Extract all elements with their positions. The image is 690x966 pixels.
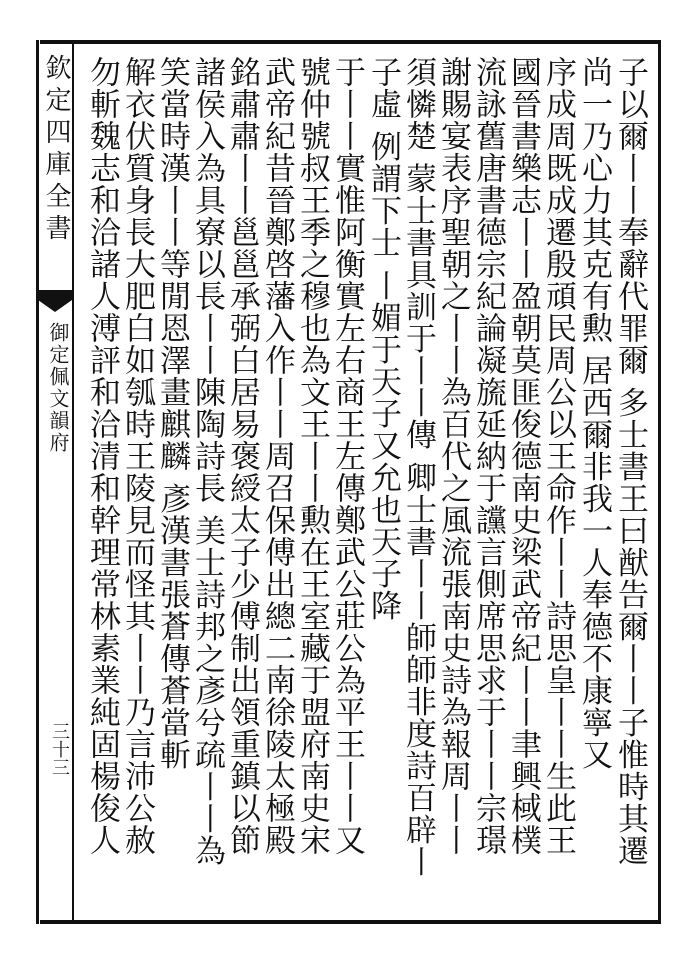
text-column: 笑當時漢丨丨等閒恩澤畫麒麟 彥漢書張蒼傳蒼當斬: [154, 56, 190, 771]
text-column: 銘肅肅丨丨邕邕承弼白居易褒綬太子少傅制出領重鎮以節: [224, 56, 260, 856]
margin-title: 欽定四庫全書: [41, 54, 71, 246]
border-left: [36, 40, 39, 924]
text-column: 子虛 例謂下士 丨媚于天子又允也天子降: [365, 56, 401, 622]
text-column: 勿斬魏志和洽諸人溥評和洽清和幹理常林素業純固楊俊人: [84, 56, 120, 856]
margin-subtitle: 御定佩文韻府: [46, 322, 70, 454]
text-column: 解衣伏質身長大肥白如瓠時王陵見而怪其丨丨乃言沛公赦: [119, 56, 155, 856]
text-column: 尚一乃心力其克有勲 居西爾非我一人奉德不康寧又: [576, 56, 612, 771]
text-column: 謝賜宴表序聖朝之丨丨為百代之風流張南史詩為報周丨丨: [435, 56, 471, 856]
page-number: 三十三: [49, 722, 70, 776]
border-top: [40, 40, 660, 44]
text-column: 國晉書樂志丨丨盈朝莫匪俊德南史梁武帝紀丨丨聿興棫樸: [505, 56, 541, 856]
text-column: 于丨丨實惟阿衡實左右商王左傳鄭武公莊公為平王丨丨又: [329, 56, 365, 856]
text-column: 子以爾丨丨奉辭代罪爾 多士書王曰猷告爾丨丨子惟時其遷: [612, 56, 648, 867]
text-column: 序成周既成遷殷頑民周公以王命作丨丨詩思皇丨丨生此王: [540, 56, 576, 856]
text-column: 諸侯入為具寮以長丨丨陳陶詩長 美士詩邦之彥兮疏丨丨為: [189, 56, 225, 867]
fish-tail-mark-icon: [38, 290, 72, 320]
border-bottom: [40, 920, 660, 924]
text-column: 流詠舊唐書德宗紀論凝旒延納于讜言側席思求于丨丨宗璟: [470, 56, 506, 856]
border-right: [658, 40, 661, 924]
text-column: 須憐楚 蒙士書具訓于丨丨傳 卿士書丨丨師師非度詩百辟丨: [400, 56, 436, 878]
margin-divider: [72, 44, 74, 920]
text-column: 號仲號叔王季之穆也為文王丨丨勲在王室藏于盟府南史宋: [294, 56, 330, 856]
text-column: 武帝紀昔晉鄭啓藩入作丨丨周召保傅出總二南徐陵太極殿: [259, 56, 295, 856]
